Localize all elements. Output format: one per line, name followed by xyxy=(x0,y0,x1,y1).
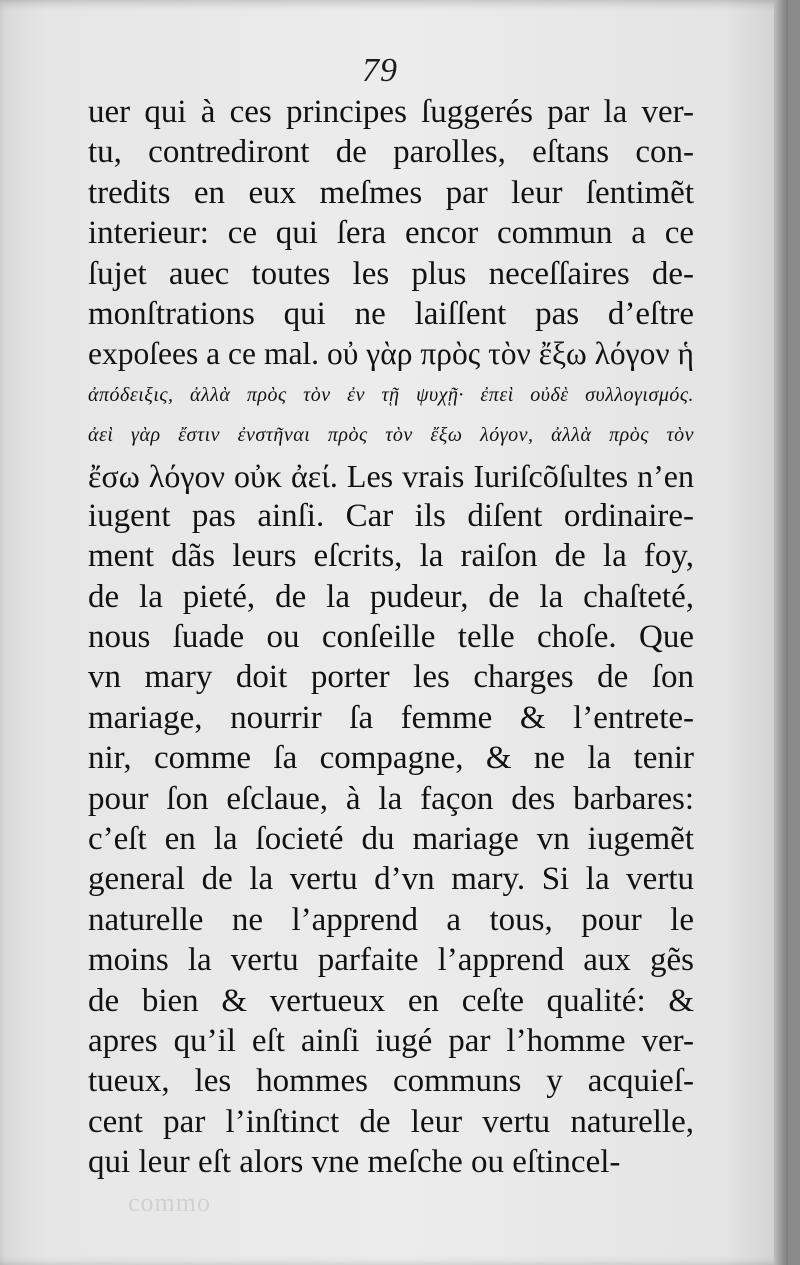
bleed-through-text: commo xyxy=(128,1188,211,1217)
text-line: iugent pas ainſi. Car ils diſent ordinaire- xyxy=(88,497,694,534)
text-line: interieur: ce qui ſera encor commun a ce xyxy=(88,215,694,252)
text-line: expoſees a ce mal. οὐ γὰρ πρὸς τὸν ἔξω λόγον ἡ xyxy=(88,336,694,372)
text-line: nous ſuade ou conſeille telle choſe. Que xyxy=(88,619,694,656)
text-line: de la pieté, de la pudeur, de la chaſteté, xyxy=(88,578,694,615)
text-line: vn mary doit porter les charges de ſon xyxy=(88,659,694,696)
text-line: moins la vertu parfaite l’apprend aux gẽs xyxy=(88,942,694,979)
text-line: cent par l’inſtinct de leur vertu naturelle, xyxy=(88,1103,694,1140)
text-line: ἔσω λόγον οὐκ ἀεί. Les vrais Iuriſcõſultes n’en xyxy=(88,457,694,494)
greek-text-line: ἀεὶ γὰρ ἔστιν ἐνστῆναι πρὸς τὸν ἔξω λόγον, ἀλλὰ πρὸς τὸν xyxy=(88,424,694,447)
text-line: general de la vertu d’vn mary. Si la vertu xyxy=(88,861,694,898)
text-line: tu, contrediront de parolles, eſtans con- xyxy=(88,134,694,171)
text-line: monſtrations qui ne laiſſent pas d’eſtre xyxy=(88,295,694,332)
text-line: naturelle ne l’apprend a tous, pour le xyxy=(88,901,694,938)
text-line: c’eſt en la ſocieté du mariage vn iugemẽt xyxy=(88,821,694,858)
text-line: tueux, les hommes communs y acquieſ- xyxy=(88,1063,694,1100)
text-line: ment dãs leurs eſcrits, la raiſon de la foy, xyxy=(88,538,694,575)
text-line: ſujet auec toutes les plus neceſſaires de- xyxy=(88,255,694,292)
greek-text-line: ἀπόδειξις, ἀλλὰ πρὸς τὸν ἐν τῇ ψυχῇ· ἐπεὶ οὐδὲ συλλογισμός. xyxy=(88,383,694,406)
text-line: qui leur eſt alors vne meſche ou eſtincel- xyxy=(88,1144,621,1181)
text-line: de bien & vertueux en ceſte qualité: & xyxy=(88,982,694,1019)
page-number: 79 xyxy=(362,52,398,89)
text-line: mariage, nourrir ſa femme & l’entrete- xyxy=(88,699,694,736)
text-line: pour ſon eſclaue, à la façon des barbares: xyxy=(88,780,694,817)
body-text xyxy=(88,92,694,1183)
text-line: nir, comme ſa compagne, & ne la tenir xyxy=(88,740,694,777)
text-line: tredits en eux meſmes par leur ſentimẽt xyxy=(88,174,694,211)
text-line: apres qu’il eſt ainſi iugé par l’homme ver- xyxy=(88,1022,694,1059)
text-line: uer qui à ces principes ſuggerés par la ver- xyxy=(88,94,694,130)
page-edge-shadow xyxy=(774,0,788,1265)
